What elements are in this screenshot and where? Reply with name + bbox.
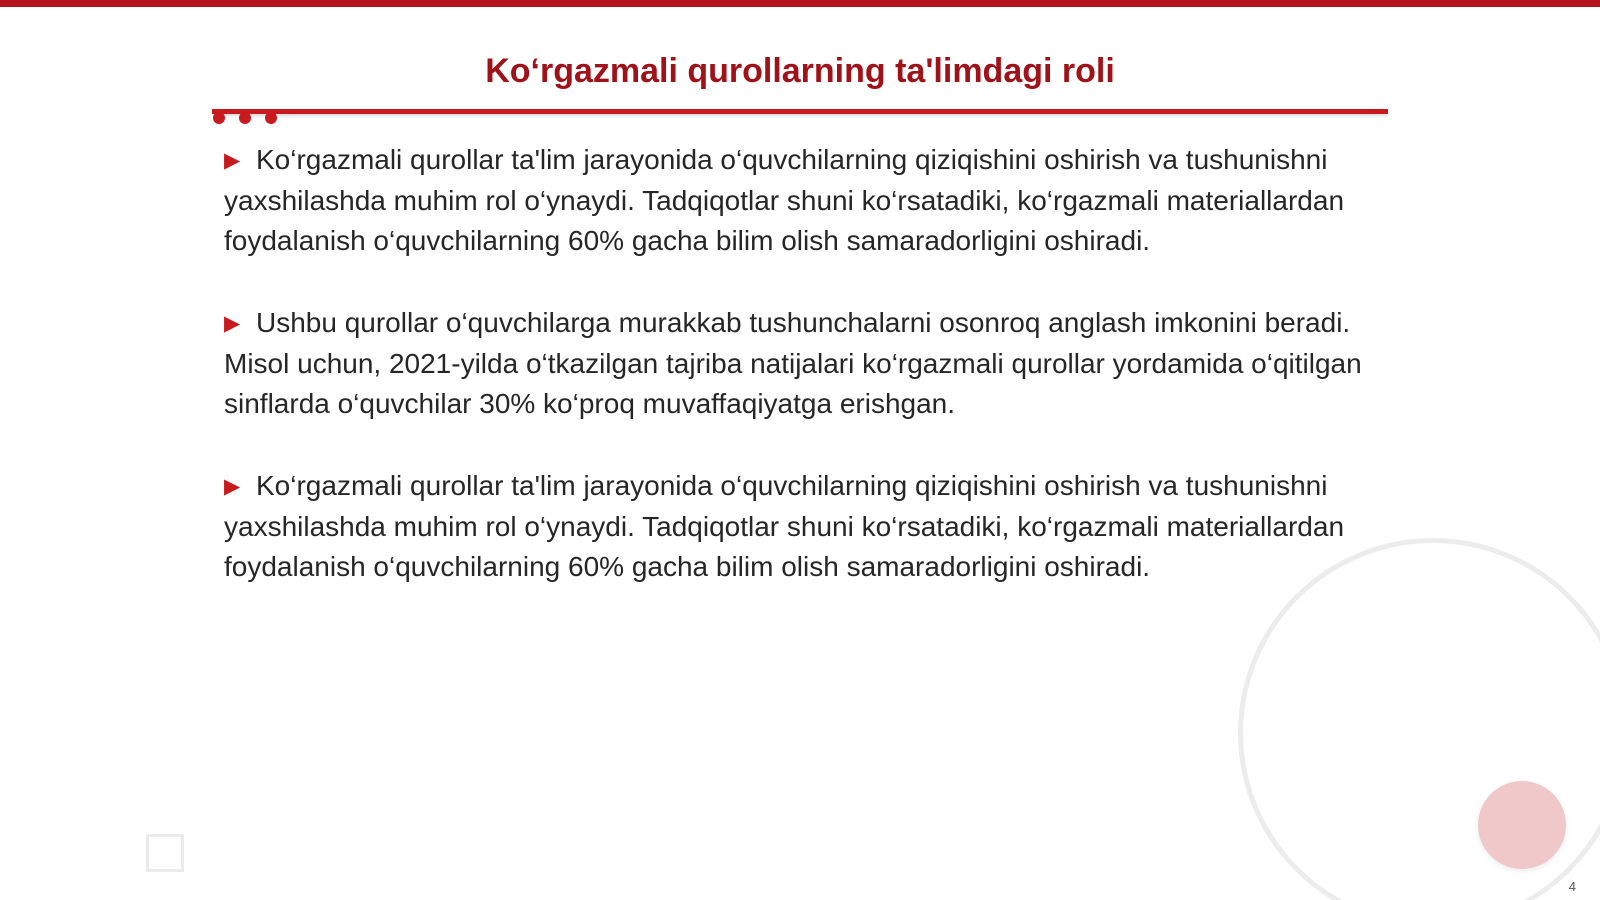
title-underline: [212, 109, 1388, 114]
bullet-arrow-icon: ▶: [224, 149, 241, 172]
decorative-pink-circle: [1478, 781, 1566, 869]
bullet-list: [224, 140, 1374, 629]
bullet-item: [224, 303, 1374, 424]
bullet-item: [224, 466, 1374, 587]
bullet-arrow-icon: ▶: [224, 475, 241, 498]
bullet-arrow-icon: ▶: [224, 312, 241, 335]
underline-dot: [265, 112, 277, 124]
underline-dot: [239, 112, 251, 124]
bullet-text: Ko‘rgazmali qurollar ta'lim jarayonida o‘quvchilarning qiziqishini oshirish va tushunishni yaxshilashda muhim rol o‘ynaydi. Tadqiqotlar shuni ko‘rsatadiki, ko‘rgazmali materiallardan foydalanish o‘quvchilarning 60% gacha bilim olish samaradorligini oshiradi.: [224, 144, 1345, 256]
decorative-square: [146, 834, 184, 872]
page-number: 4: [1568, 879, 1576, 894]
slide-title: Ko‘rgazmali qurollarning ta'limdagi roli: [485, 52, 1115, 90]
top-accent-bar: [0, 0, 1600, 7]
bullet-item: [224, 140, 1374, 261]
bullet-text: Ushbu qurollar o‘quvchilarga murakkab tushunchalarni osonroq anglash imkonini beradi. Misol uchun, 2021-yilda o‘tkazilgan tajriba natijalari ko‘rgazmali qurollar yordamida o‘qitilgan sinflarda o‘quvchilar 30% ko‘proq muvaffaqiyatga erishgan.: [224, 307, 1362, 419]
bullet-text: Ko‘rgazmali qurollar ta'lim jarayonida o‘quvchilarning qiziqishini oshirish va tushunishni yaxshilashda muhim rol o‘ynaydi. Tadqiqotlar shuni ko‘rsatadiki, ko‘rgazmali materiallardan foydalanish o‘quvchilarning 60% gacha bilim olish samaradorligini oshiradi.: [224, 470, 1345, 582]
underline-dot: [213, 112, 225, 124]
